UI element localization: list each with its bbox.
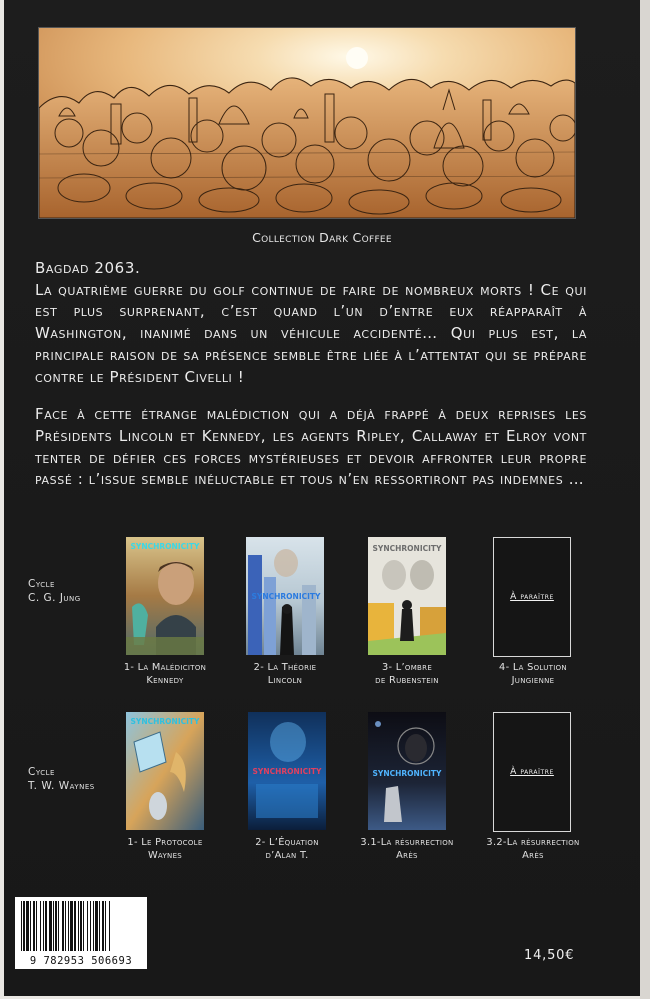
- cover-title: SYNCHRONICITY: [130, 717, 200, 726]
- book-title-line: Arès: [522, 850, 544, 861]
- book-title-4: [478, 661, 588, 687]
- back-cover: [4, 0, 643, 996]
- city-skyline-illustration: [38, 27, 576, 219]
- book-title-2: [230, 661, 340, 687]
- book-title-1: [110, 661, 220, 687]
- book-title-line: 3- L’ombre: [381, 662, 433, 673]
- book-title-line: 3.1-La résurrection: [360, 837, 454, 848]
- book-title-line: 2- La Théorie: [253, 662, 317, 673]
- book-title-line: Kennedy: [146, 675, 184, 686]
- cover-title: SYNCHRONICITY: [130, 542, 200, 551]
- book-cover-1[interactable]: [126, 537, 204, 655]
- book-title-line: 2- L’Équation: [255, 837, 319, 848]
- forthcoming-label: À paraître: [510, 592, 554, 602]
- synopsis-paragraph: Bagdad 2063.: [35, 259, 141, 277]
- book-title-line: Arès: [396, 850, 418, 861]
- synopsis: [35, 258, 587, 491]
- forthcoming-label: À paraître: [510, 767, 554, 777]
- book-cover-5[interactable]: [126, 712, 204, 830]
- book-title-3: [352, 661, 462, 687]
- book-title-line: 1- La Malédiciton: [123, 662, 207, 673]
- book-title-5: [110, 836, 220, 862]
- book-title-line: Jungienne: [511, 675, 555, 686]
- book-title-line: de Rubenstein: [375, 675, 439, 686]
- price: 14,50€: [524, 948, 575, 963]
- book-title-8: [478, 836, 588, 862]
- page-edge: [640, 0, 650, 999]
- book-title-7: [352, 836, 462, 862]
- book-cover-3[interactable]: [368, 537, 446, 655]
- collection-label: Collection Dark Coffee: [252, 230, 392, 245]
- cover-title: SYNCHRONICITY: [252, 767, 322, 776]
- cycle-label-waynes: [28, 765, 95, 793]
- book-title-line: d’Alan T.: [265, 850, 309, 861]
- isbn-barcode: [15, 897, 147, 969]
- forthcoming-placeholder-1: [493, 537, 571, 657]
- forthcoming-placeholder-2: [493, 712, 571, 832]
- book-title-line: Lincoln: [267, 675, 303, 686]
- cycle-label-line: C. G. Jung: [28, 592, 81, 604]
- cycle-label-jung: [28, 577, 81, 605]
- book-cover-2[interactable]: [246, 537, 324, 655]
- book-title-line: 4- La Solution: [499, 662, 567, 673]
- book-title-line: 1- Le Protocole: [127, 837, 203, 848]
- book-title-6: [232, 836, 342, 862]
- book-title-line: 3.2-La résurrection: [486, 837, 580, 848]
- book-title-line: Waynes: [147, 850, 183, 861]
- cover-title: SYNCHRONICITY: [372, 769, 442, 778]
- synopsis-paragraph: La quatrième guerre du golf continue de faire de nombreux morts ! Ce qui est plus surprenant, c’est quand l’un d’entre eux réapparaît à Washington, inanimé dans un véhicule accidenté… Qui plus est, la principale raison de sa présence semble être liée à l’attentat qui se prépare contre le Président Civelli !: [35, 280, 588, 386]
- barcode-bars: [15, 897, 147, 953]
- cycle-label-line: Cycle: [28, 578, 55, 590]
- cover-title: SYNCHRONICITY: [372, 544, 442, 553]
- synopsis-paragraph: Face à cette étrange malédiction qui a déjà frappé à deux reprises les Présidents Lincoln et Kennedy, les agents Ripley, Callaway et Elroy vont tenter de défier ces forces mystérieuses et devoir affronter leur propre passé : l’issue semble inéluctable et tous n’en ressortiront pas indemnes …: [35, 405, 587, 489]
- cycle-label-line: Cycle: [28, 766, 55, 778]
- barcode-number: 9 782953 506693: [29, 955, 133, 967]
- book-cover-6[interactable]: [248, 712, 326, 830]
- cover-title: SYNCHRONICITY: [251, 592, 321, 601]
- cycle-label-line: T. W. Waynes: [28, 780, 95, 792]
- book-cover-7[interactable]: [368, 712, 446, 830]
